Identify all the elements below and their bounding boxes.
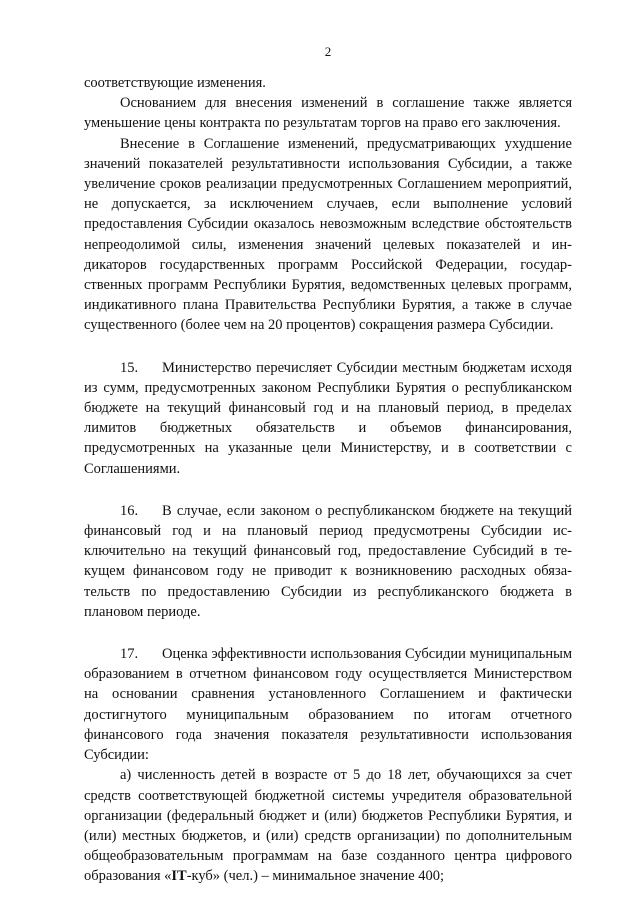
paragraph-number: 16. (120, 502, 139, 519)
numbered-paragraph-15 (84, 358, 572, 479)
paragraph: соответствующие изменения. (84, 75, 266, 91)
list-item-bold-text: IT (171, 868, 187, 885)
list-item-text-end: -куб» (чел.) – минимальное значение 400; (186, 868, 445, 885)
paragraph-text: Министерство перечисляет Субсидии местным бюджетам исходя из сумм, предусмотренных законом Республики Бурятия о республиканском бюджете на текущий финансовый год и на плановый период, в пределах лимитов бюджетных обязательств и объемов финансирования, предусмотренных на указанные цели Министерству, и в соответствии с Соглашениями. (84, 359, 572, 477)
paragraph-number: 15. (120, 359, 139, 376)
document-body (84, 73, 572, 887)
paragraph-text: В случае, если законом о республиканском бюджете на текущий финансовый год и на плановый период предусмотрены Субсидии исключительно на текущий финансовый год, предоставление Субсидий в текущем финансовом году не приводит к возникновению расходных обязательств по предоставлению Субсидии из республиканского бюджета в плановом периоде. (84, 502, 572, 620)
paragraph-number: 17. (120, 646, 139, 663)
paragraph: Основанием для внесения изменений в соглашение также является уменьшение цены контракта по результатам торгов на право его заключения. (84, 95, 572, 132)
list-item-text: а) численность детей в возрасте от 5 до 18 лет, обучающихся за счет средств соответствующей бюджетной системы учредителя образовательной организации (федеральный бюджет и (или) бюджетов Республики Бурятия, и (или) местных бюджетов, и (или) средств организации) по дополнительным общеобразовательным программам на базе созданного центра цифрового образования « (84, 767, 572, 885)
page-number: 2 (324, 44, 332, 59)
numbered-paragraph-16 (84, 501, 572, 622)
numbered-paragraph-17 (84, 644, 572, 765)
paragraph: Внесение в Соглашение изменений, предусматривающих ухудшение значений показателей результативности использования Субсидии, а также увеличение сроков реализации предусмотренных Соглашением мероприятий, не допускается, за исключением случаев, если выполнение условий предоставления Субсидии оказалось невозможным вследствие обстоятельств непреодолимой силы, изменения значений целевых показателей и индикаторов государственных программ Российской Федерации, государственных программ Республики Бурятия, ведомственных целевых программ, индикативного плана Правительства Республики Бурятия, а также в случае существенного (более чем на 20 процентов) сокращения размера Субсидии. (84, 135, 572, 334)
document-page (84, 44, 572, 887)
list-item-a (84, 765, 572, 886)
paragraph-text: Оценка эффективности использования Субсидии муниципальным образованием в отчетном финансовом году осуществляется Министерством на основании сравнения установленного Соглашением и фактически достигнутого муниципальным образованием по итогам отчетного финансового года значения показателя результативности использования Субсидии: (84, 646, 572, 764)
